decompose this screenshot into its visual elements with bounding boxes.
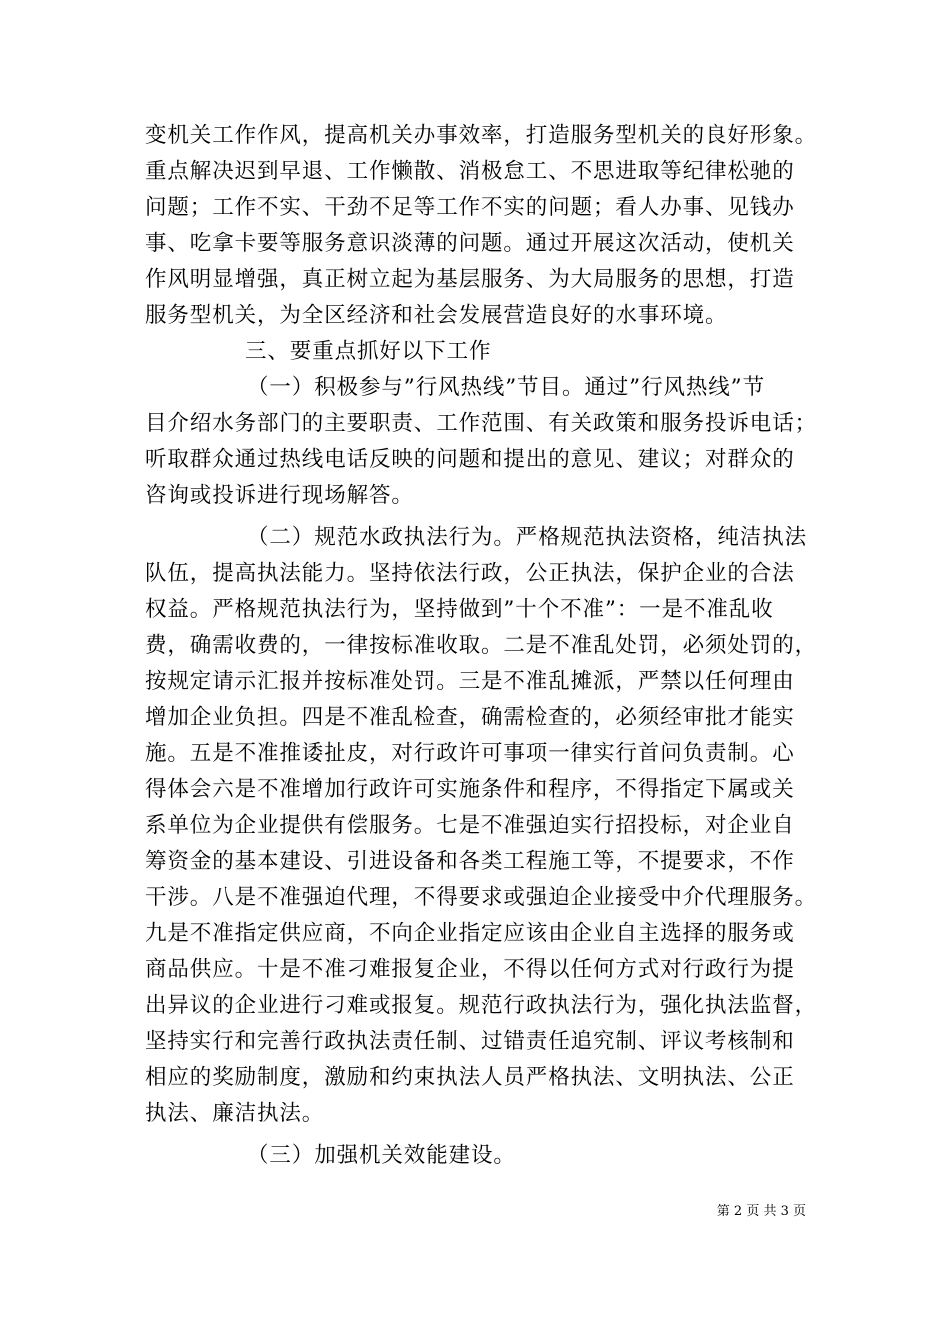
text-line: （三）加强机关效能建设。 bbox=[247, 1143, 516, 1168]
section-heading: 三、要重点抓好以下工作 bbox=[245, 339, 492, 364]
text-line: 听取群众通过热线电话反映的问题和提出的意见、建议；对群众的 bbox=[145, 447, 795, 472]
text-line: 施。五是不准推诿扯皮，对行政许可事项一律实行首问负责制。心 bbox=[145, 741, 795, 766]
text-line: 重点解决迟到早退、工作懒散、消极怠工、不思进取等纪律松驰的 bbox=[145, 159, 795, 184]
paragraph-4 bbox=[145, 1138, 805, 1174]
text-line: （一）积极参与”行风热线”节目。通过”行风热线”节 bbox=[247, 375, 765, 400]
paragraph-2 bbox=[145, 370, 818, 514]
paragraph-1 bbox=[145, 118, 818, 334]
text-line: 服务型机关，为全区经济和社会发展营造良好的水事环境。 bbox=[145, 303, 728, 328]
text-line: 目介绍水务部门的主要职责、工作范围、有关政策和服务投诉电话； bbox=[145, 411, 818, 436]
text-line: 出异议的企业进行刁难或报复。规范行政执法行为，强化执法监督， bbox=[145, 993, 818, 1018]
text-line: 变机关工作作风，提高机关办事效率，打造服务型机关的良好形象。 bbox=[145, 123, 818, 148]
text-line: 相应的奖励制度，激励和约束执法人员严格执法、文明执法、公正 bbox=[145, 1065, 795, 1090]
text-line: 按规定请示汇报并按标准处罚。三是不准乱摊派，严禁以任何理由 bbox=[145, 669, 795, 694]
text-line: 问题；工作不实、干劲不足等工作不实的问题；看人办事、见钱办 bbox=[145, 195, 795, 220]
text-line: 费，确需收费的，一律按标准收取。二是不准乱处罚，必须处罚的， bbox=[145, 633, 818, 658]
text-line: 执法、廉洁执法。 bbox=[145, 1101, 325, 1126]
paragraph-3 bbox=[145, 520, 818, 1132]
text-line: 事、吃拿卡要等服务意识淡薄的问题。通过开展这次活动，使机关 bbox=[145, 231, 795, 256]
text-line: （二）规范水政执法行为。严格规范执法资格，纯洁执法 bbox=[247, 525, 808, 550]
text-line: 得体会六是不准增加行政许可实施条件和程序，不得指定下属或关 bbox=[145, 777, 795, 802]
text-line: 系单位为企业提供有偿服务。七是不准强迫实行招投标，对企业自 bbox=[145, 813, 795, 838]
text-line: 九是不准指定供应商，不向企业指定应该由企业自主选择的服务或 bbox=[145, 921, 795, 946]
text-line: 干涉。八是不准强迫代理，不得要求或强迫企业接受中介代理服务。 bbox=[145, 885, 818, 910]
text-line: 增加企业负担。四是不准乱检查，确需检查的，必须经审批才能实 bbox=[145, 705, 795, 730]
text-line: 队伍，提高执法能力。坚持依法行政，公正执法，保护企业的合法 bbox=[145, 561, 795, 586]
text-line: 筹资金的基本建设、引进设备和各类工程施工等，不提要求，不作 bbox=[145, 849, 795, 874]
document-body bbox=[145, 118, 818, 1174]
text-line: 作风明显增强，真正树立起为基层服务、为大局服务的思想，打造 bbox=[145, 267, 795, 292]
text-line: 坚持实行和完善行政执法责任制、过错责任追究制、评议考核制和 bbox=[145, 1029, 795, 1054]
text-line: 权益。严格规范执法行为，坚持做到”十个不准”：一是不准乱收 bbox=[145, 597, 774, 622]
page-number: 第 2 页 共 3 页 bbox=[716, 1204, 806, 1219]
text-line: 商品供应。十是不准刁难报复企业，不得以任何方式对行政行为提 bbox=[145, 957, 795, 982]
text-line: 咨询或投诉进行现场解答。 bbox=[145, 483, 414, 508]
